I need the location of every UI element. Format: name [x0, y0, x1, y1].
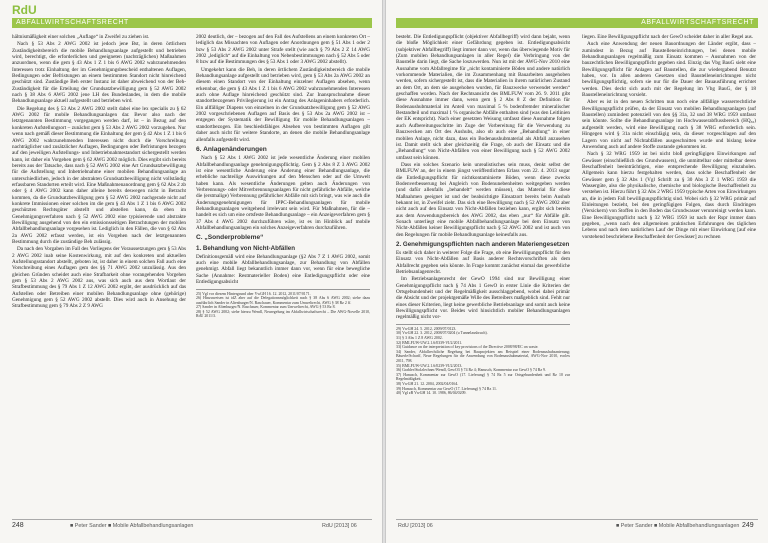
footnote: 31) § 3 Abs 1 Z 8 AWG 2002. — [396, 335, 443, 340]
section-heading: C. „Sonderprobleme“ — [196, 234, 264, 242]
footnote: 27) Sander in Altenburger/N. Raschauer, Kommentar zum Umweltrecht, AWG § 53 Rz 8. — [196, 305, 336, 310]
body-paragraph: Definitionsgemäß wird eine Behandlungsanlage (§2 Abs 7 Z 1 AWG 2002, somit auch eine mobile Abfallbehandlungsanlage, zur Behandlung von Abfällen genehmigt. Abfall liegt bekanntlich immer dann vor, wenn für eine bewegliche Sache (Annahme: Restmaterieller Boden) eine Entledigungspflicht oder eine Entledigungsabsicht — [196, 253, 370, 286]
right-page — [386, 0, 768, 543]
footnote: 37) Hanusch, Kommentar zur GewO (17. Lieferung) § 74 Rz 5 zur Ortsgebundenheit und Rz 10 zur Regelmäßigkeit. — [396, 372, 570, 382]
body-paragraph: liegen. Eine Bewilligungspflicht nach der GewO scheidet daher in aller Regel aus. — [582, 34, 753, 40]
section-heading: 6. Anlagenänderungen — [196, 145, 267, 153]
footnote: 33) Guidance on the interpretation of key provisions of the Directive 2008/98/EC on waste. — [396, 345, 539, 350]
footnote: 30) VwGH 22. 3. 2012, 2008/07/0204 (u Tunnelausbruch). — [396, 331, 488, 336]
footnote: 26) Hinzuweisen ist idZ aber auf die Delegationsmöglichkeit nach § 38 Abs 6 AWG 2002; siehe dazu ausführlich Sander in Altenburger/N. Raschauer, Kommentar zum Umweltrecht, AWG § 38 Rz 2 ff. — [196, 296, 370, 305]
footnote: 35) BMLFUW-UW.2.1.6/0239-VI/2/2013. — [396, 363, 463, 368]
body-paragraph: Da nach den Vorgaben im Fall des Vorliegens der Voraussetzungen gem § 53 Abs 2 AWG 2002 inab seine Kostenwirkung, mit auf den konkreten und aktuellen Aufstellungsstandort abstellt, geboten ist, ist daher in einem solchen Fall auch eine Vorschreibung eines Auflagen gem des §§ 71 AWG 2002 unzulässig. Aus den gleichen Gründen scheidet auch eine Strafbarkeit ohne vorangehenden Vorgehen gem § 53 Abs 2 AWG 2002 aus, was sich auch aus dem Wortlaut der Strafbestimmung des § 79 Abs 1 Z 12 AWG 2002 ergibt, der ausdrücklich auf das Aufstellen oder Betreiben einer mobilen Behandlungsanlage ohne (gehörige) Genehmigung gem § 52 AWG 2002 abstellt. Dies wird auch in Ansehung der Strafbestimmung gem § 79 Abs 2 Z 9 AWG — [12, 246, 186, 310]
footer-rule — [396, 519, 758, 520]
left-column-1 — [12, 34, 186, 311]
footnote-divider — [396, 324, 570, 325]
body-paragraph: Im Betriebsanlagenrecht der GewO 1994 sind nur Bewilligung einer Genehmigungspflicht nach § 74 Abs 1 GewO in erster Linie die Kriterien der Ortsgebundenheit und der Regelmäßigkeit ausschlaggebend, wobei dabei primär die Absicht und der projektgemäße Wille des Betreibers maßgeblich sind. Fehlt nur eines dieser Kriterien, liegt keine gewerbliche Betriebsanlage und somit auch keine Bewilligungspflicht vor. Beides wird hinsichtlich mobiler Behandlungsanlagen regelmäßig nicht vor- — [396, 276, 570, 321]
body-paragraph: Umgekehrt kann die Beh, in deren örtlichem Zuständigkeitsbereich die mobile Behandlungsanlage aufgestellt und betrieben wird, gem § 53 Abs 2a AWG 2002 an diesem einen Standort von der Einhaltung einzelner Auflagen absehen, wenn erkennbar, die gem § 43 Abs 1 Z 1 bis 6 AWG 2002 wahrzunehmenden Interessen auch ohne Auflage hinreichend geschützt sind. Zur Inanspruchnahme dieser standortbezogenen Privilegierung ist ein Antrag des Anlageninhabers erforderlich. Ein allfälliger Diapens von einzelnen in der Grundsatzbewilligung gem § 52 AWG 2002 vorgeschriebenen Auflagen auf Basis des § 53 Abs 2a AWG 2002 ist – entgegen der Systematik der Bewilligung für mobile Behandlungsanlagen – standortbezogen. Ein beschiedsfähiges Absehen von bestimmten Auflagen gilt daher auch nicht für weitere Standorte, an denen die mobile Behandlungsanlage allenfalls aufgestellt wird. — [196, 66, 370, 143]
subsection-heading: 1. Behandlung von Nicht-Abfällen — [196, 244, 296, 252]
running-author: ■ Peter Sander ■ Mobile Abfallbehandlungsanlagen — [616, 523, 740, 529]
running-author: ■ Peter Sander ■ Mobile Abfallbehandlungsanlagen — [70, 523, 194, 529]
footnote: 36) Grabler/Stolzlechner/Wendl, GewO3 § 74 Rz 4; Hanusch, Kommentar zur GewO § 74 Rz 9. — [396, 368, 546, 373]
body-paragraph: hältnismäßigkeit einer solchen „Auflage“ in Zweifel zu ziehen ist. — [12, 34, 150, 40]
journal-issue: RdU [2013] 06 — [322, 523, 357, 529]
footnote: 28) § 52 AWG 2002; siehe hierzu Wendl, Neuregelung im Abfallwirtschaftsrecht – Die AWG-Novelle 2010, RdU 2011/3. — [196, 309, 370, 319]
journal-issue: RdU [2013] 06 — [398, 523, 433, 529]
right-column-2 — [582, 34, 756, 241]
body-paragraph: Aber es ist in den neuen Schritten nun noch eine allfällige wasserrechtliche Bewilligungspflicht prüfen, da der Einsatz von mobilen Behandlungsanlagen (auf Baustellen) zumindest potenziell von den §§ 31a, 32 und 38 WRG 1959 umfasst sein könnte. Sollte die Behandlungsanlage im Hochwasserabflussbereich (HQ₃₀) aufgestellt werden, wird eine Bewilligung nach § 38 WRG erforderlich sein. Hingegen wird § 31a nicht einschlägig sein, da dieser vorgeschlagen auf den Lagern von nicht auf Nichtabfällen ausgeschnitten wurde und bislang keine Anwendung auch auf andere Stoffe zustande gekommen ist. — [582, 99, 756, 150]
subsection-heading: 2. Genehmigungspflichten nach anderen Materiengesetzen — [396, 241, 570, 248]
body-paragraph: 2002 deutlich, der – bezogen auf den Fall des Aufstellens an einem konkreten Ort – lediglich das Missachten von Auflagen oder Anordnungen gem § 51 Abs 1 oder 2 bzw § 53 Abs 2 AWG 2002 unter Strafe stellt (wie auch § 79 Abs 2 Z 14 AWG 2002 „lediglich“ auf die Einhaltung von Nebenbestimmungen nach § 52 Abs 5 oder 8 bzw auf die Bestimmungen des § 53 Abs 1 oder 3 AWG 2002 abstellt). — [196, 34, 370, 66]
journal-brand: RdU — [12, 3, 37, 17]
body-paragraph: Auch eine Anwendung der neuen Bauordnungen der Länder ergibt, dass – zumindest in Bezug auf Baustelleneinrichtungen, bei denen mobile Behandlungsanlagen regelmäßig zum Einsatz kommen – Ausnahmen von der bauzechtlichen Bewilligungspflicht gegeben sind. Einzig das Vbg BauG sieht eine Bewilligungspflicht für Anlagen auf Baustellen, die zur wiedergabend Benutzt haben, vor. In allen anderen Gesetzen sind Baustelleneinrichtungen nicht bewilligungspflichtig, sofern sie nur für die Dauer der Bauausführung errichtet werden. Dies deckt sich auch mit der Regelung im Vbg BauG, der § 18 Baustelleneinrichtung vorsieht. — [582, 41, 756, 99]
section-header-bar: ABFALLWIRTSCHAFTSRECHT — [12, 18, 372, 28]
footnote-divider — [196, 289, 370, 290]
footnote: 34) Sander, Abfallrechtliche Regelung bei Bauprojekten am Beispiel einer Bodenaushubsanierung; Bäuerle/Scharff, Neue Regelungen für die Anwendung von Bodenaushubmaterial, AWG-Nov 2010, ecolex 2011, 798. — [396, 349, 570, 363]
footnote: 40) Vgl zB VwGH 14. 10. 1986, 86/04/0209. — [396, 391, 467, 396]
footnote: 32) BMLFUW-UW.2.1.6/0339-VI/2/2011. — [396, 340, 463, 345]
body-paragraph: Die Regelung des § 53 Abs 2 AWG 2002 stellt dabei eine lex specialis zu § 62 AWG 2002 für mobile Behandlungsanlagen dar. Bevor also nach der letztgenannten Bestimmung vorgegangen werden darf, ist – in Bezug auf den konkreten Aufstellungsort – zunächst gem § 53 Abs 2 AWG 2002 vorzugehen. Nur wenn nach gemäß dieser Bestimmung die Einhaltung der gem § 42 Abs 1 Z 1 bis 6 AWG 2002 wahrzunehmenden Interessen nicht durch die Vorschreibung nachträglicher und zusätzlicher Auflagen, Bedingungen oder Befristungen bezogen auf den jeweiligen Aufstellungs- und Inbetriebnahmestandort sichergestellt werden kann, ist daher ein Vorgehen gem § 62 AWG 2002 möglich. Dies ergibt sich bereits bereits aus der Tatsache, dass nach § 52 AWG 2002 eine Art Grundsatzbewilligung für die Aufstellung und Inbetriebnahme einer mobilen Behandlungsanlage an unterschiedlichen, jedoch in der abstrakten Grundsatzbewilligung nicht vollständig erfassbaren Standorten erteilt wird. Eine Maßnahmenanordnung gem § 62 Abs 2 zb oder § 4 AWG 2002 kann daher alleine bereits deswegen nicht in Betracht kommen, da die Grundsatzbewilligung gem § 52 AWG 2002 nachgerade nicht auf konkrete Immissionen einer solchen im die gem § 43 Abs 1 Z 1 bis 6 AWG 2002 geschützten Rechtsgüter abstellt und abstellen kann, da eben im Genehmigungsverfahren nach § 52 AWG 2002 eine typisierende und abstrakte Bewilligung ausgehend von den ein emissionsseitigen Betrachtungen der mobilen Abfallbehandlungsanlage vorgesehen ist. Lediglich in den Fällen, die von § 62 Abs 2a AWG 2002 erfasst werden, ist ein Vorgehen nach der letztgenannten Bestimmung durch die zuständige Beh zulässig. — [12, 105, 186, 245]
left-column-2 — [196, 34, 370, 319]
section-header-bar: ABFALLWIRTSCHAFTSRECHT — [396, 18, 758, 28]
footnote: 38) VwGH 21. 12. 2004, 2002/04/0164. — [396, 381, 459, 386]
left-page — [0, 0, 382, 543]
body-paragraph: Nach § 52 Abs 1 AWG 2002 ist jede wesentliche Änderung einer mobilen Abfallbehandlungsanlage genehmigungspflichtig. Gem § 2 Abs 8 Z 3 AWG 2002 ist eine wesentliche Änderung eine Änderung einer Behandlungsanlage, die erhebliche nachteilige Auswirkungen auf den Menschen oder auf die Umwelt haben kann. Als wesentliche Änderungen gelten auch Änderungen von Verbrennungs- oder Mitverbrennungsanlagen für nicht gefährliche Abfälle, welche die (erstmalige) Verbrennung gefährlicher Abfälle mit sich bringt, was wie auch die Änderungsgenehmigungen für IPPC-Behandlungsanlagen für mobile Behandlungsanlagen weitgehend irrelevant sein wird. Für Maßnahmen, für die – handelt es sich um eine ortsfeste Behandlungsanlage – ein Anzeigeverfahren gem § 37 Abs 4 AWG 2002 durchzuführen wäre, ist es im Hinblick auf mobile Abfallbehandlungsanlagen ein solches Anzeigeverfahren durchzuführen. — [196, 155, 370, 232]
body-paragraph: Nach § 32 WRG 1959 ist bei nicht bloß geringfügigen Einwirkungen auf Gewässer (einschließlich des Grundwassers), die unmittelbar oder mittelbar deren Beschaffenheit beeinträchtigen, eine entsprechende Bewilligung einzuholen. Allgemein kann hierzu festgehalten werden, dass solche Beschaffenheit der Gewässer gem § 32 Abs 1 (Vgl Schrift zu § 30 Abs 3 Z 1 WRG 1959 die Wassergüte, also die physikalische, chemische und biologische Beschaffenheit zu verstehen ist. Hierzu führt § 32 Abs 2 WRG 1959 typische Arten von Einwirkungen an, die in jedem Fall bewilligungspflichtig sind. Wobei sich § 32 WRG primär auf Einleitungen bezieht, bei den geringfügigen Folgen, dass durch Eindringen (Versickern) von Stoffen in den Boden das Grundwasser verunreinigt werden kann. Eine Bewilligungspflicht nach § 32 WRG 1959 ist nach der Rspr immer dann gegeben, „wenn nach den allgemeinen praktischen Erfahrungen des täglichen Lebens und nach dem natürlichen Lauf der Dinge mit einer Einwirkung [auf eine vorstehend beschriebene Beschaffenheit der Gewässer] zu rechnen — [582, 151, 756, 240]
body-paragraph: Es stellt sich daher in weiterer Folge die Frage, ob eine Bewilligungspflicht für den Einsatz von Nicht-Abfällen auf Basis anderer Rechtsvorschriften als dem Abfallrecht gegeben sein könnte. In Frage kommt zunächst einmal das gewerbliche Betriebsanlagenrecht. — [396, 250, 570, 276]
footnote: 29) VwGH 24. 5. 2012, 2009/07/0123. — [396, 326, 457, 331]
footnote: 39) Hanusch, Kommentar zur GewO (17. Lieferung) § 74 Rz 11. — [396, 386, 497, 391]
body-paragraph: besteht. Die Entledigungspflicht (objektiver Abfallbegriff) wird dann bejaht, wenn die bloße Möglichkeit einer Gefährdung gegeben ist. Entledigungsabsicht (subjektiver Abfallbegriff) liegt immer dann vor, wenn das überwiegende Motiv für (Zum mobilen Behandlungsanlagen in aller Regel) die Verbringung von der Baustelle darin liegt, die Sache loszuwerden. Nun ist mit der AWG-Nov 2010 eine Ausnahme vom Abfallregime für „nicht kontaminierte Böden und andere natürlich vorkommende Materialien, die im Zusammenhang mit Bauarbeiten ausgehoben werden, sofern sichergestellt ist, dass die Materialien in ihrem natürlichen Zustand an dem Ort, an dem sie ausgehoben wurden, für Bauzwecke verwendet werden“ geschaffen worden. Nach der Rechtsansicht des BMLFUW vom 26. 9. 2011 gibt diese Ausnahme immer dann, wenn gem § 2 Abs 8 Z der Definition für Bodenaushubmaterial im Anteil von maximal 5 % bodenfremder mineralischer Bestandteil und maximal 1 % organische Abfälle enthalten sind (was den Leitlinien der EK entspricht). Nach einer gesetzten Weisung umfasst diese Ausnahme folgen auch Aufbereitungsschritte im Zuge der Vorbereitung für die Verwendung zu Bauzwecken am Ort des Aushubs, also ob auch eine „Behandlung“ in einer mobilen Anlage, nicht dazu, dass ein Bodenaushubmaterial als Abfall anzusehen ist. Damit stellt sich aber gleichzeitig die Frage, ob auch der Einsatz und die „Behandlung“ von Nicht-Abfällen von einer Bewilligung nach § 52 AWG 2002 umfasst sein können. — [396, 34, 570, 161]
footer-rule — [12, 519, 372, 520]
footnote: 25) Vgl vor diesem Hintergrund aber VwGH 16. 12. 2012, 2011/07/0171. — [196, 291, 311, 296]
body-paragraph: Dass ein solches Szenario kein unrealistisches sein muss, denkt selbst der BMLFUW an, der in einem jüngst veröffentlichten Erlass vom 22. 4. 2013 sogar die Entledigungspflicht für nichtkontaminierte Böden, wenn diese zwecks Bodenverbesserung bei Angleich von Bodenunebenheiten weitgegeben werden (und dafür allenfalls „behandelt“ werden müssen), das Material für diese Maßnahmen geeignet ist und der beabsichtigte Einsatzort bereits beim Aushub bekannt ist, in Zweifel zieht. Das sich eine Bewilligung nach § 52 AWG 2002 aber nicht auch auf den Einsatz von Nicht-Abfällen beziehen kann, ergibt sich bereits aus dem Anwendungsbereich des AWG 2002, das eben „nur“ für Abfälle gilt. Sonach unterliegt eine mobile Abfallbehandlungsanlage bei dem Einsatz von Nicht-Abfällen keiner Bewilligungspflicht nach § 52 AWG 2002 und ist auch von den Regelungen für mobile Behandlungsanlage keinesfalls aus. — [396, 161, 570, 238]
page-number: 248 — [12, 522, 24, 529]
right-column-1 — [396, 34, 570, 396]
body-paragraph: Nach § 53 Abs 2 AWG 2002 ist jedoch jene Bst, in deren örtlichem Zuständigkeitsbereich die mobile Behandlungsanlage aufgestellt und betrieben wird, berechtigt, die erforderlichen und geeigneten (nachträglichen) Maßnahmen anzuordnen, wenn die gem § 43 Abs 1 Z 1 bis 6 AWG 2002 wahrzunehmenden Interessen trotz Einhaltung der im Genehmigungsbescheid enthaltenen Auflagen, Bedingungen oder Befristungen an einem bestimmten Standort nicht hinreichend geschützt sind. Zuständige Beh erster Instanz ist daher abweichend von der Beh-Zuständigkeit für die Erteilung der Grundsatzbewilligung gem § 52 AWG 2002 nach § 38 Abs 6 AWG 2002 jene LH des Bundeslandes, in dem die mobile Behandlungsanlage aktuell aufgestellt und betrieben wird. — [12, 41, 186, 105]
page-number: 249 — [742, 522, 754, 529]
